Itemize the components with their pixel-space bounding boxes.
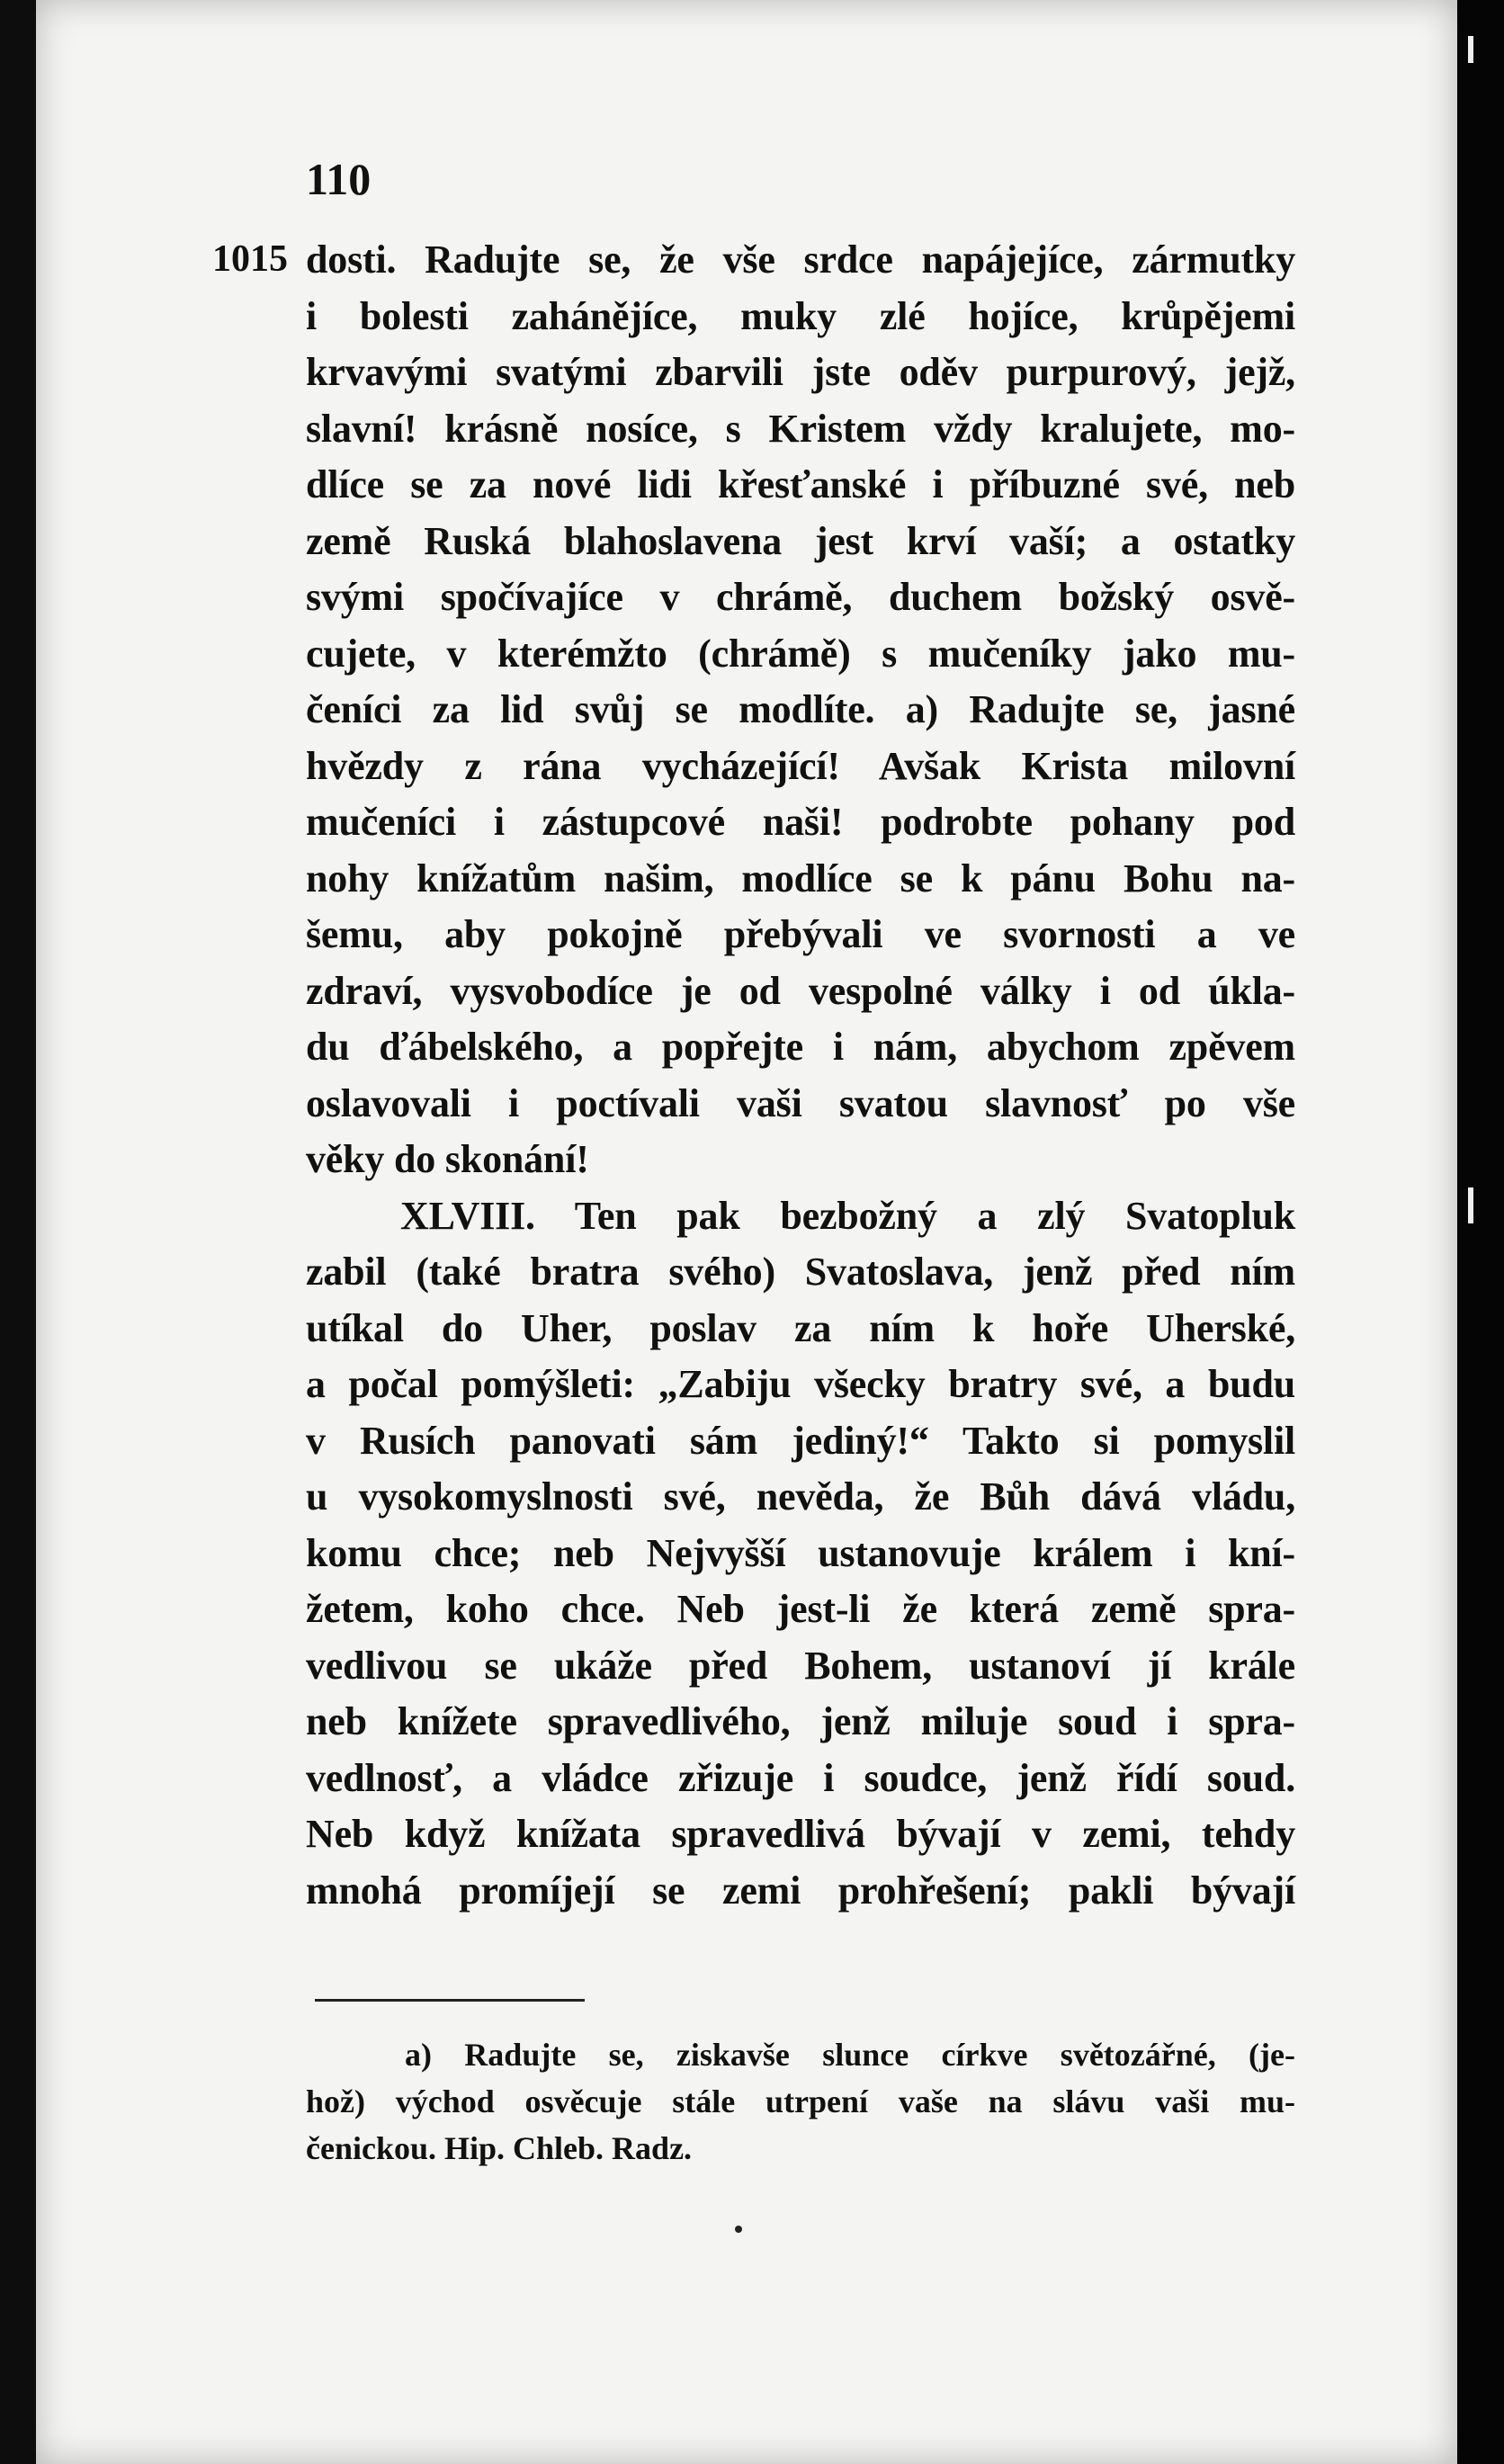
footnote xyxy=(306,2031,1295,2172)
page-number: 110 xyxy=(306,154,372,204)
page-edge xyxy=(1457,0,1504,2464)
text-line: i bolesti zahánějíce, muky zlé hojíce, krůpějemi xyxy=(306,293,1295,338)
text-line: du ďábelského, a popřejte i nám, abychom zpěvem xyxy=(306,1025,1295,1069)
text-line: v Rusích panovati sám jediný!“ Takto si pomyslil xyxy=(306,1418,1295,1463)
text-line: slavní! krásně nosíce, s Kristem vždy kralujete, mo- xyxy=(306,406,1295,451)
text-line: žetem, koho chce. Neb jest-li že která země spra- xyxy=(306,1587,1295,1631)
text-line: šemu, aby pokojně přebývali ve svornosti a ve xyxy=(306,912,1295,956)
text-line: zabil (také bratra svého) Svatoslava, jenž před ním xyxy=(306,1250,1295,1294)
body-text xyxy=(306,232,1295,1919)
text-line: komu chce; neb Nejvyšší ustanovuje králem i kní- xyxy=(306,1530,1295,1575)
text-line: země Ruská blahoslavena jest krví vaší; a ostatky xyxy=(306,518,1295,563)
text-line: dosti. Radujte se, že vše srdce napájejíce, zármutky xyxy=(306,237,1295,282)
edge-mark xyxy=(1468,1187,1473,1223)
text-line: hvězdy z rána vycházející! Avšak Krista milovní xyxy=(306,743,1295,788)
footnote-line: hož) východ osvěcuje stále utrpení vaše na slávu vaši mu- xyxy=(306,2083,1295,2119)
footnote-line: čenickou. Hip. Chleb. Radz. xyxy=(306,2130,693,2166)
ink-dot xyxy=(735,2226,742,2233)
text-line: oslavovali i poctívali vaši svatou slavnosť po vše xyxy=(306,1080,1295,1125)
margin-year: 1015 xyxy=(212,238,288,280)
text-line: zdraví, vysvobodíce je od vespolné války i od úkla- xyxy=(306,968,1295,1013)
footnote-divider xyxy=(315,1999,585,2002)
text-line: vedlnosť, a vládce zřizuje i soudce, jenž řídí soud. xyxy=(306,1755,1295,1800)
text-line: věky do skonání! xyxy=(306,1137,589,1181)
footnote-line: a) Radujte se, ziskavše slunce církve světozářné, (je- xyxy=(405,2037,1295,2073)
text-line: krvavými svatými zbarvili jste oděv purpurový, jejž, xyxy=(306,350,1295,394)
text-line: svými spočívajíce v chrámě, duchem božský osvě- xyxy=(306,575,1295,619)
text-line: mučeníci i zástupcové naši! podrobte pohany pod xyxy=(306,800,1295,844)
text-line: utíkal do Uher, poslav za ním k hoře Uherské, xyxy=(306,1305,1295,1350)
text-line: vedlivou se ukáže před Bohem, ustanoví jí krále xyxy=(306,1643,1295,1688)
text-line: mnohá promíjejí se zemi prohřešení; pakli bývají xyxy=(306,1868,1295,1913)
text-line: u vysokomyslnosti své, nevěda, že Bůh dává vládu, xyxy=(306,1474,1295,1519)
text-line: Neb když knížata spravedlivá bývají v zemi, tehdy xyxy=(306,1812,1295,1856)
text-line: a počal pomýšleti: „Zabiju všecky bratry své, a budu xyxy=(306,1362,1295,1406)
text-line: dlíce se za nové lidi křesťanské i příbuzné své, neb xyxy=(306,462,1295,506)
text-line: čeníci za lid svůj se modlíte. a) Radujte se, jasné xyxy=(306,687,1295,731)
text-line: nohy knížatům našim, modlíce se k pánu Bohu na- xyxy=(306,856,1295,900)
text-line: neb knížete spravedlivého, jenž miluje soud i spra- xyxy=(306,1699,1295,1743)
chapter-heading-line: XLVIII. Ten pak bezbožný a zlý Svatopluk xyxy=(400,1193,1295,1238)
edge-mark xyxy=(1468,36,1473,63)
text-line: cujete, v kterémžto (chrámě) s mučeníky jako mu- xyxy=(306,631,1295,676)
